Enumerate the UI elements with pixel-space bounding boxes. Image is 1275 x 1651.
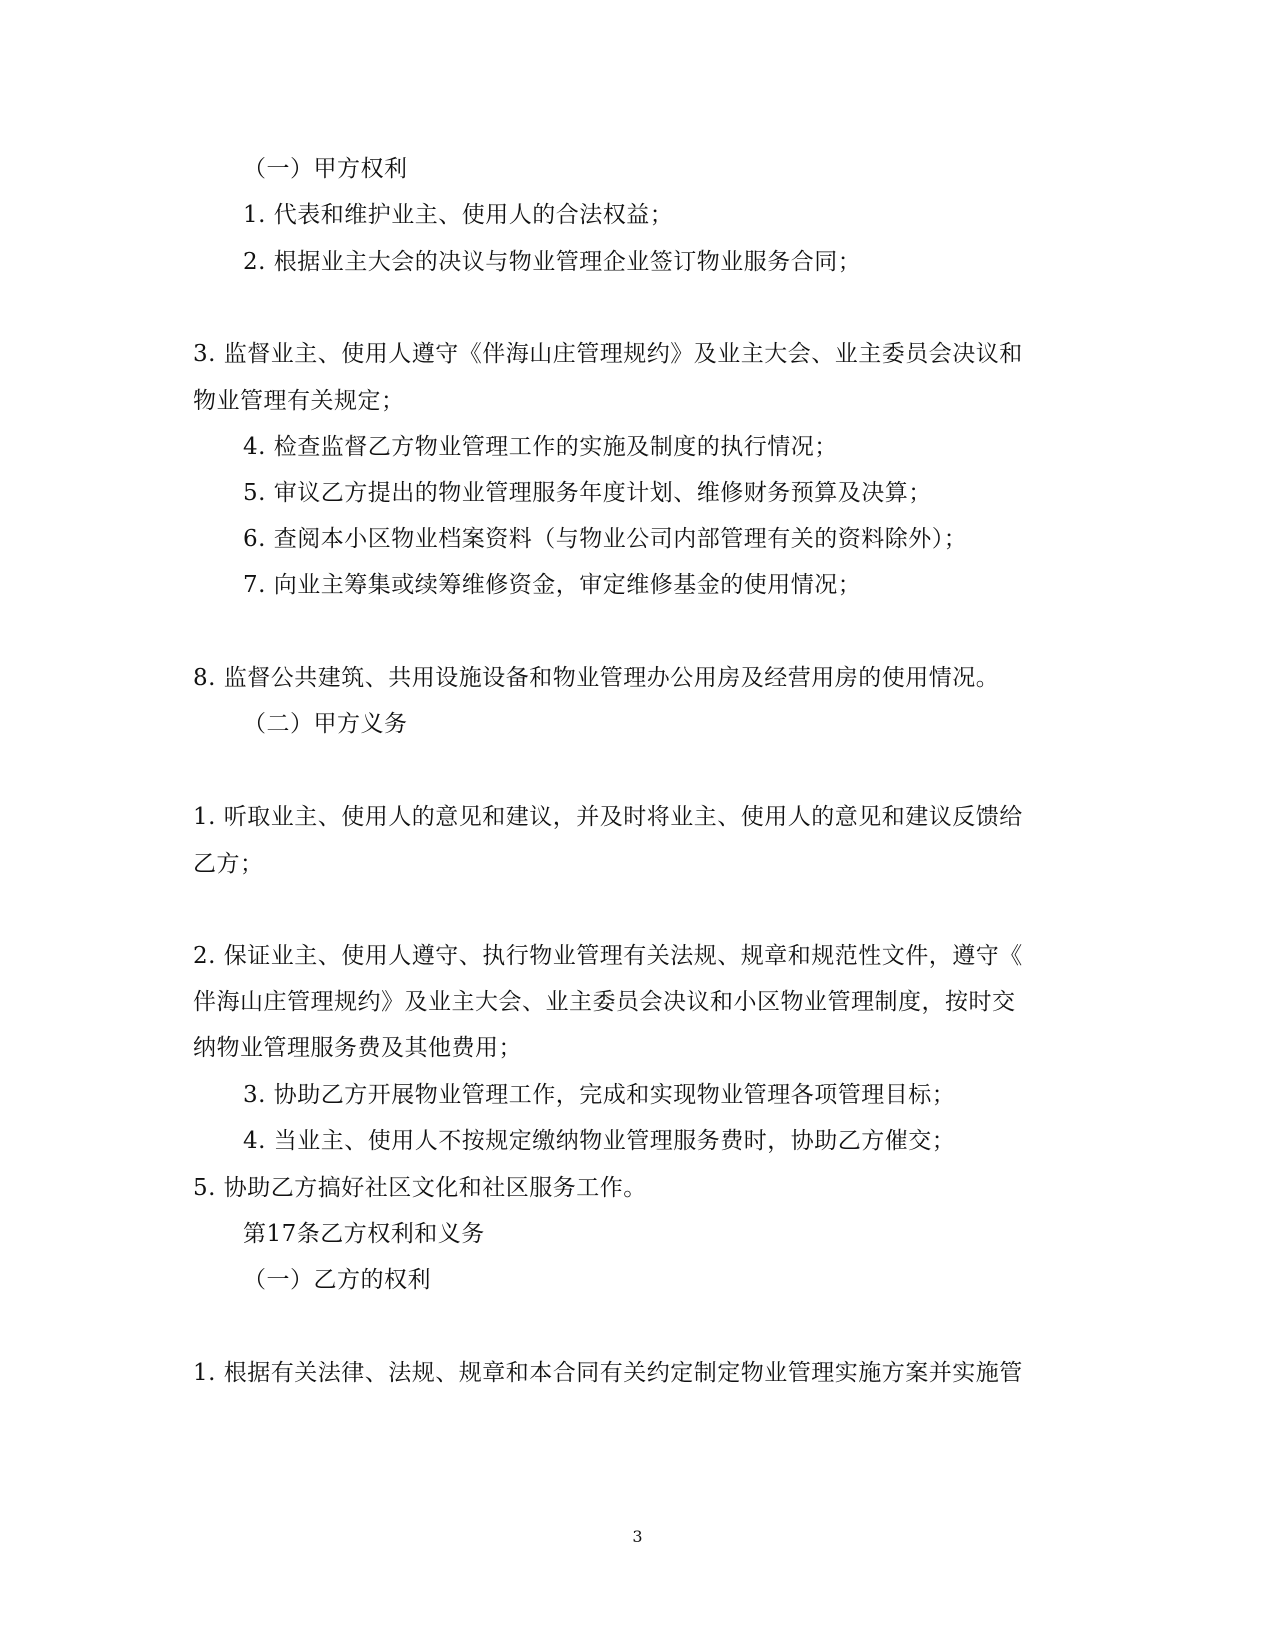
text-line: 1. 听取业主、使用人的意见和建议，并及时将业主、使用人的意见和建议反馈给 (193, 804, 1023, 830)
section-heading-party-b-rights: （一）乙方的权利 (243, 1267, 431, 1293)
text-line: 5. 协助乙方搞好社区文化和社区服务工作。 (193, 1175, 647, 1201)
text-line: 5. 审议乙方提出的物业管理服务年度计划、维修财务预算及决算； (243, 480, 932, 506)
text-line: 6. 查阅本小区物业档案资料（与物业公司内部管理有关的资料除外）； (243, 526, 968, 552)
text-line: 纳物业管理服务费及其他费用； (193, 1035, 522, 1061)
text-line: 3. 监督业主、使用人遵守《伴海山庄管理规约》及业主大会、业主委员会决议和 (193, 341, 1023, 367)
article-heading: 第17条乙方权利和义务 (243, 1221, 485, 1247)
text-line: 4. 当业主、使用人不按规定缴纳物业管理服务费时，协助乙方催交； (243, 1128, 956, 1154)
section-heading-party-a-obligations: （二）甲方义务 (243, 711, 408, 737)
text-line: 乙方； (193, 851, 264, 877)
text-line: 1. 代表和维护业主、使用人的合法权益； (243, 202, 674, 228)
text-line: 2. 根据业主大会的决议与物业管理企业签订物业服务合同； (243, 249, 862, 275)
section-heading-party-a-rights: （一）甲方权利 (243, 156, 408, 182)
text-line: 1. 根据有关法律、法规、规章和本合同有关约定制定物业管理实施方案并实施管 (193, 1360, 1023, 1386)
page-number: 3 (632, 1527, 643, 1546)
text-line: 3. 协助乙方开展物业管理工作，完成和实现物业管理各项管理目标； (243, 1082, 956, 1108)
text-line: 4. 检查监督乙方物业管理工作的实施及制度的执行情况； (243, 434, 838, 460)
text-line: 伴海山庄管理规约》及业主大会、业主委员会决议和小区物业管理制度，按时交 (193, 989, 1016, 1015)
text-line: 8. 监督公共建筑、共用设施设备和物业管理办公用房及经营用房的使用情况。 (193, 665, 1000, 691)
text-line: 7. 向业主筹集或续筹维修资金，审定维修基金的使用情况； (243, 572, 862, 598)
text-line: 物业管理有关规定； (193, 388, 405, 414)
text-line: 2. 保证业主、使用人遵守、执行物业管理有关法规、规章和规范性文件，遵守《 (193, 943, 1023, 969)
